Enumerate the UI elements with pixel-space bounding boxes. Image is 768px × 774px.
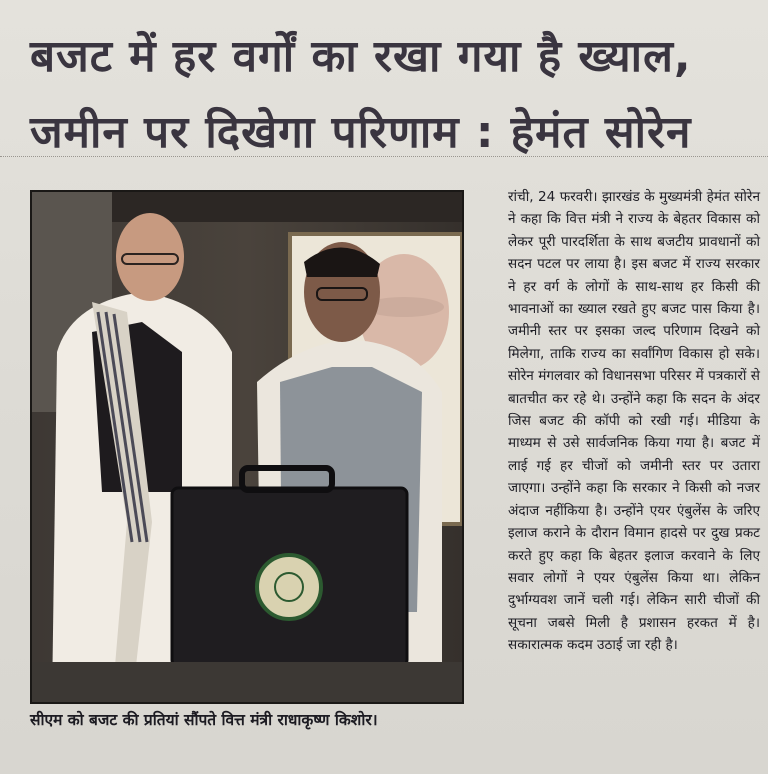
article-paragraph: रांची, 24 फरवरी। झारखंड के मुख्यमंत्री हेमंत सोरेन ने कहा कि वित्त मंत्री ने राज्य के बेहतर विकास को लेकर पूरी पारदर्शिता के साथ बजटीय प्रावधानों को सदन पटल पर लाया है। इस बजट में राज्य सरकार ने हर वर्ग के लोगों के साथ-साथ हर किसी की भावनाओं का ख्याल रखते हुए बजट पास किया है। जमीनी स्तर पर इसका जल्द परिणाम दिखने को मिलेगा, ताकि राज्य का सर्वांगिण विकास हो सके। सोरेन मंगलवार को विधानसभा परिसर में पत्रकारों से बातचीत कर रहे थे। उन्होंने कहा कि सदन के अंदर जिस बजट की कॉपी को रखी गई। मीडिया के माध्यम से उसे सार्वजनिक किया गया है। बजट में लाई गई हर चीजों को जमीनी स्तर पर उतारा जाएगा। उन्होंने कहा कि सरकार ने किसी को नजर अंदाज नहींकिया है। उन्होंने एयर एंबुलेंस के जरिए इलाज कराने के दौरान विमान हादसे पर दुख प्रकट करते हुए कहा कि बेहतर इलाज करवाने के लिए सवार लोगों ने एयर एंबुलेंस किया था। लेकिन दुर्भाग्यवश जानें चली गई। लेकिन सारी चीजों की सूचना जबसे मिली है प्रशासन हरकत में है। सकारात्मक कदम उठाई जा रही है। [508,189,760,654]
headline-divider [0,156,768,157]
news-photo [30,190,464,704]
article-body [474,186,760,657]
news-photo-illustration [32,192,462,702]
photo-caption: सीएम को बजट की प्रतियां सौंपते वित्त मंत्री राधाकृष्ण किशोर। [30,711,378,729]
headline-line-2: जमीन पर दिखेगा परिणाम : हेमंत सोरेन [30,107,692,158]
headline-line-1: बजट में हर वर्गों का रखा गया है ख्याल, [30,31,692,82]
